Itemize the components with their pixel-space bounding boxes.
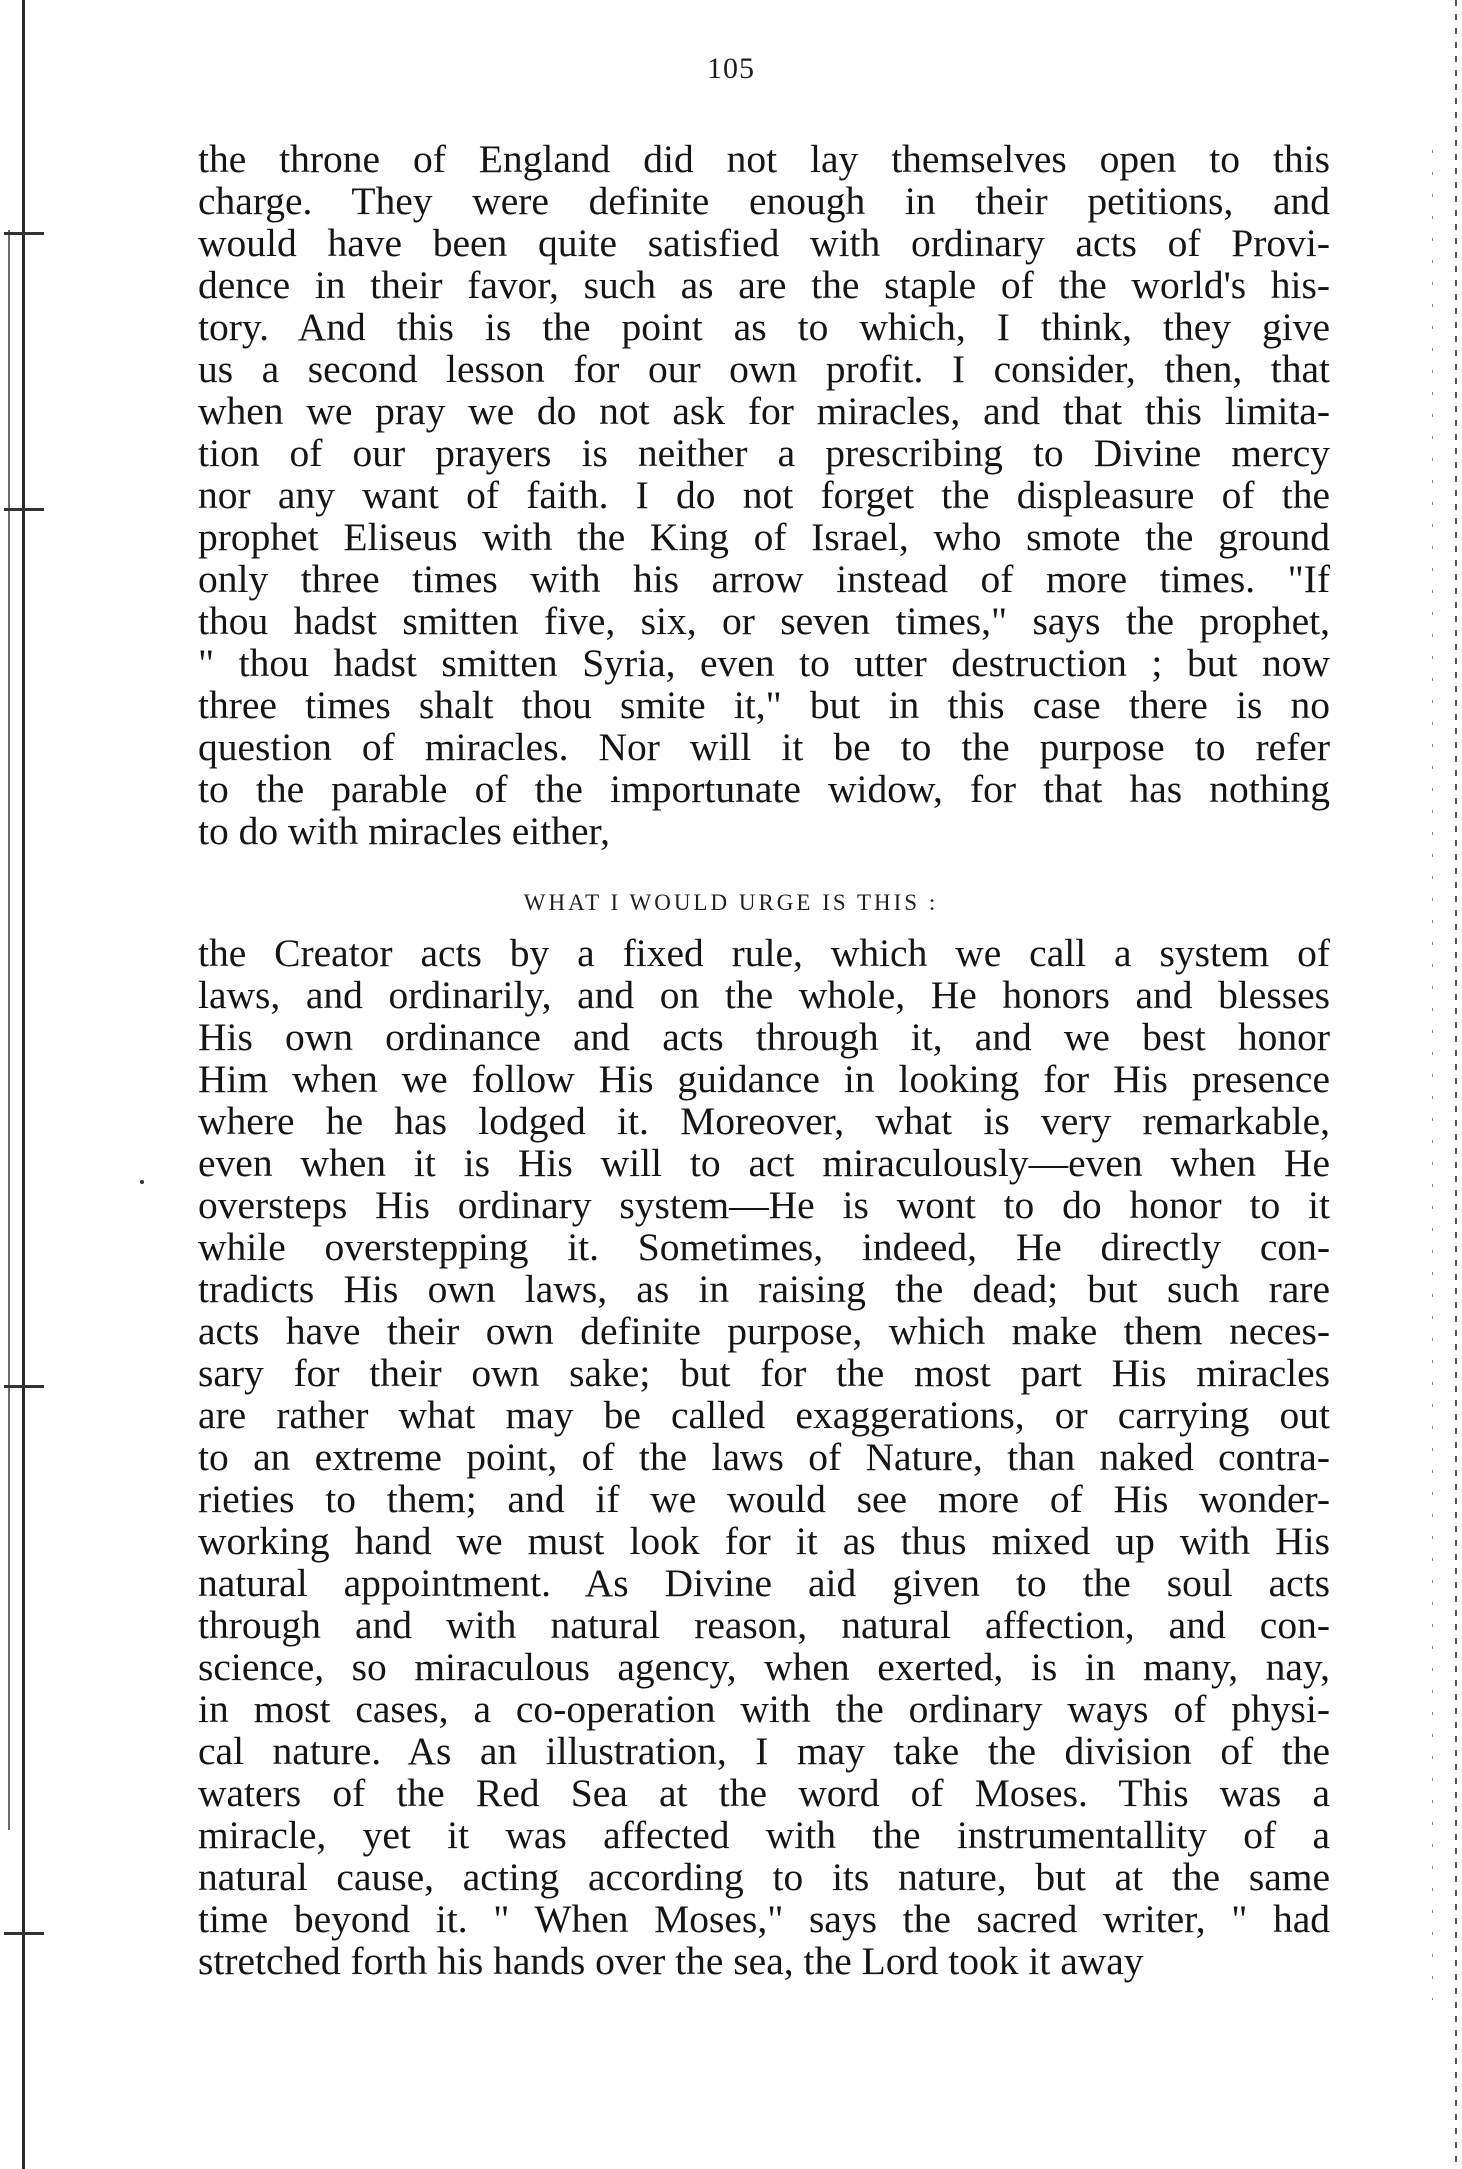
text-line: working hand we must look for it as thus mixed up with His bbox=[198, 1519, 1330, 1563]
text-line: even when it is His will to act miraculously—even when He bbox=[198, 1141, 1330, 1185]
text-line: time beyond it. " When Moses," says the sacred writer, " had bbox=[198, 1897, 1330, 1941]
text-line: natural cause, acting according to its nature, but at the same bbox=[198, 1855, 1330, 1899]
text-line: prophet Eliseus with the King of Israel, who smote the ground bbox=[198, 515, 1330, 559]
text-line: thou hadst smitten five, six, or seven times," says the prophet, bbox=[198, 599, 1330, 643]
text-line: through and with natural reason, natural affection, and con- bbox=[198, 1603, 1330, 1647]
text-line: science, so miraculous agency, when exerted, is in many, nay, bbox=[198, 1645, 1330, 1689]
page-number: 105 bbox=[707, 52, 755, 85]
text-line: tradicts His own laws, as in raising the dead; but such rare bbox=[198, 1267, 1330, 1311]
margin-tick-mark bbox=[4, 232, 44, 235]
text-line: us a second lesson for our own profit. I consider, then, that bbox=[198, 347, 1330, 391]
text-line: nor any want of faith. I do not forget the displeasure of the bbox=[198, 473, 1330, 517]
text-line: Him when we follow His guidance in looking for His presence bbox=[198, 1057, 1330, 1101]
section-heading: WHAT I WOULD URGE IS THIS : bbox=[523, 890, 939, 915]
paragraph-continued bbox=[198, 138, 1330, 852]
text-line: stretched forth his hands over the sea, the Lord took it away bbox=[198, 1939, 1144, 1983]
binding-edge-shadow bbox=[8, 230, 10, 1830]
text-line: where he has lodged it. Moreover, what is very remarkable, bbox=[198, 1099, 1330, 1143]
text-line: acts have their own definite purpose, which make them neces- bbox=[198, 1309, 1330, 1353]
text-line: the Creator acts by a fixed rule, which we call a system of bbox=[198, 931, 1330, 975]
text-line: would have been quite satisfied with ordinary acts of Provi- bbox=[198, 221, 1330, 265]
text-line: rieties to them; and if we would see more of His wonder- bbox=[198, 1477, 1330, 1521]
text-line: when we pray we do not ask for miracles, and that this limita- bbox=[198, 389, 1330, 433]
margin-tick-mark bbox=[4, 1385, 44, 1388]
text-line: tory. And this is the point as to which, I think, they give bbox=[198, 305, 1330, 349]
text-line: tion of our prayers is neither a prescribing to Divine mercy bbox=[198, 431, 1330, 475]
text-line: His own ordinance and acts through it, and we best honor bbox=[198, 1015, 1330, 1059]
ink-speck bbox=[140, 1180, 144, 1184]
text-line: to do with miracles either, bbox=[198, 809, 610, 853]
text-line: three times shalt thou smite it," but in this case there is no bbox=[198, 683, 1330, 727]
page-edge-speckle bbox=[1432, 150, 1433, 2000]
text-line: to the parable of the importunate widow, for that has nothing bbox=[198, 767, 1330, 811]
text-line: oversteps His ordinary system—He is wont to do honor to it bbox=[198, 1183, 1330, 1227]
text-line: are rather what may be called exaggerations, or carrying out bbox=[198, 1393, 1330, 1437]
text-line: while overstepping it. Sometimes, indeed, He directly con- bbox=[198, 1225, 1330, 1269]
text-line: laws, and ordinarily, and on the whole, He honors and blesses bbox=[198, 973, 1330, 1017]
page-edge-right bbox=[1455, 0, 1457, 2169]
text-line: dence in their favor, such as are the staple of the world's his- bbox=[198, 263, 1330, 307]
text-line: miracle, yet it was affected with the instrumentallity of a bbox=[198, 1813, 1330, 1857]
text-line: natural appointment. As Divine aid given to the soul acts bbox=[198, 1561, 1330, 1605]
margin-tick-mark bbox=[4, 1932, 44, 1935]
text-line: charge. They were definite enough in their petitions, and bbox=[198, 179, 1330, 223]
margin-tick-mark bbox=[4, 508, 44, 511]
text-line: only three times with his arrow instead of more times. "If bbox=[198, 557, 1330, 601]
text-line: question of miracles. Nor will it be to the purpose to refer bbox=[198, 725, 1330, 769]
text-line: waters of the Red Sea at the word of Moses. This was a bbox=[198, 1771, 1330, 1815]
text-line: in most cases, a co-operation with the ordinary ways of physi- bbox=[198, 1687, 1330, 1731]
text-line: " thou hadst smitten Syria, even to utter destruction ; but now bbox=[198, 641, 1330, 685]
binding-edge-rule bbox=[22, 0, 25, 2169]
text-line: to an extreme point, of the laws of Nature, than naked contra- bbox=[198, 1435, 1330, 1479]
text-line: the throne of England did not lay themselves open to this bbox=[198, 137, 1330, 181]
text-line: cal nature. As an illustration, I may take the division of the bbox=[198, 1729, 1330, 1773]
paragraph-main bbox=[198, 932, 1330, 1982]
text-line: sary for their own sake; but for the most part His miracles bbox=[198, 1351, 1330, 1395]
